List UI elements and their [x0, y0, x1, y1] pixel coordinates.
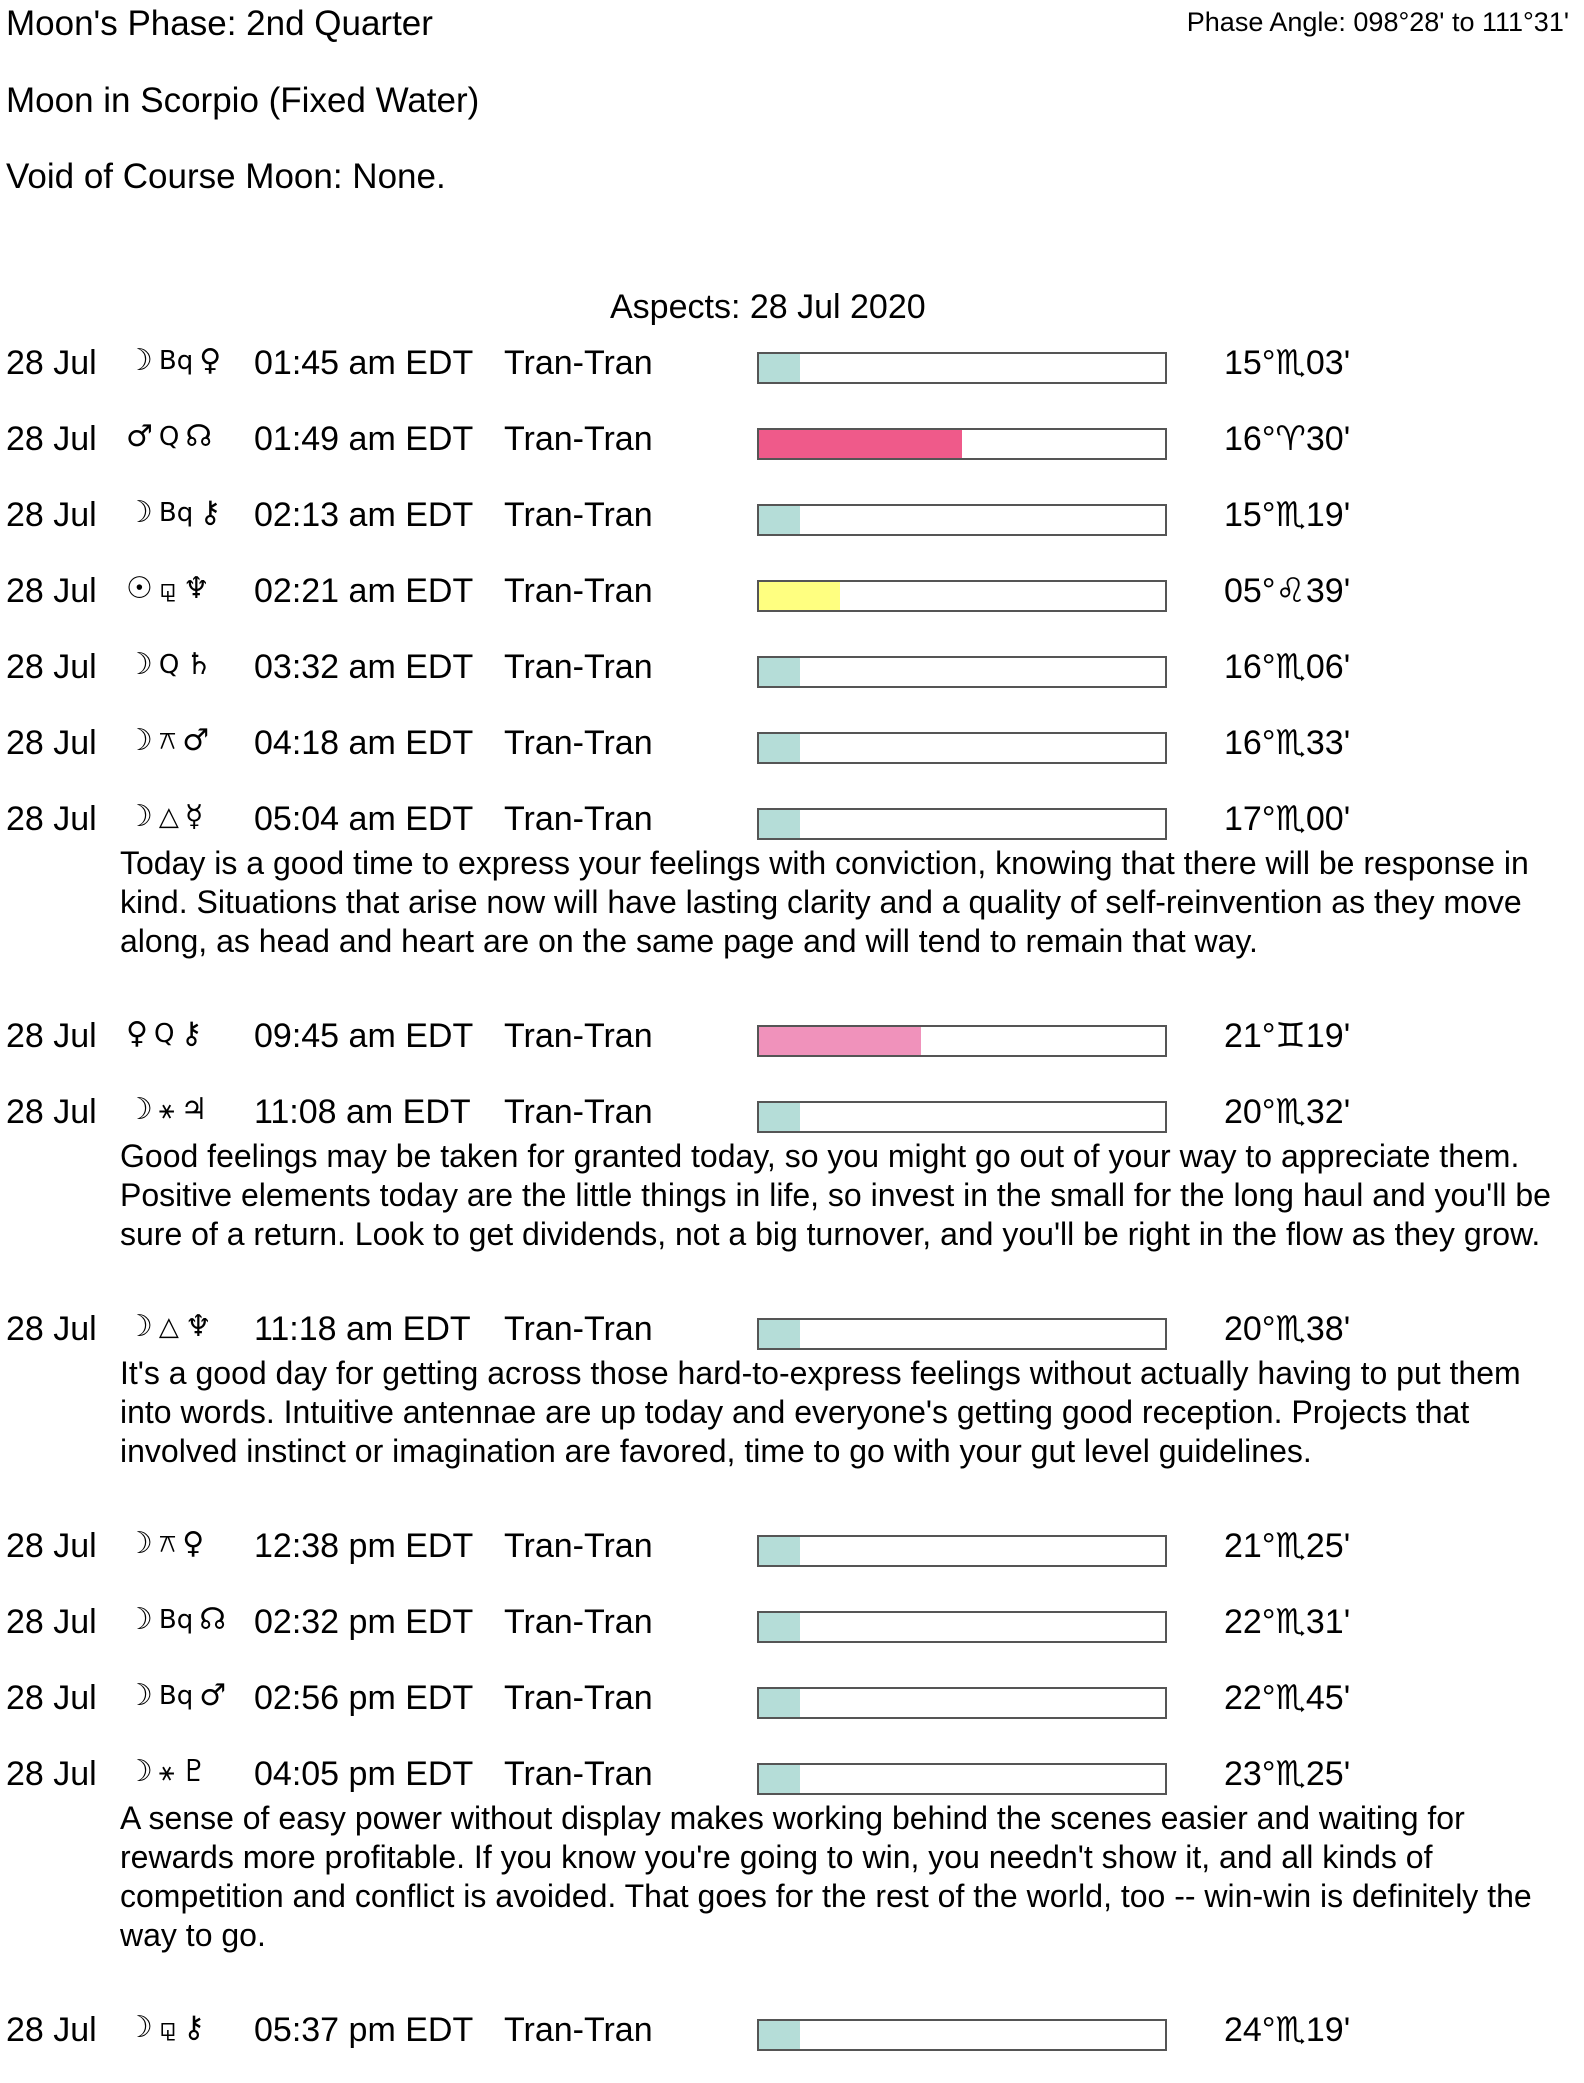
strength-bar-fill	[759, 1765, 800, 1793]
strength-bar-fill	[759, 1103, 800, 1131]
aspect-glyph-icon: ⚼	[158, 574, 177, 604]
aspect-date: 28 Jul	[6, 1603, 97, 1641]
aspect-time: 05:04 am EDT	[254, 800, 474, 838]
planet1-glyph-icon: ☽	[126, 1092, 153, 1127]
aspect-row	[0, 1523, 1584, 1599]
planet2-glyph-icon: ♄	[185, 647, 213, 682]
strength-bar	[757, 2019, 1167, 2051]
strength-bar	[757, 1025, 1167, 1057]
strength-bar-fill	[759, 354, 800, 382]
aspect-row	[0, 1599, 1584, 1675]
aspect-date: 28 Jul	[6, 1755, 97, 1793]
planet2-glyph-icon: ⚷	[182, 2010, 205, 2045]
aspects-title: Aspects: 28 Jul 2020	[610, 288, 926, 326]
planet1-glyph-icon: ☽	[126, 343, 153, 378]
planet2-glyph-icon: ♀	[182, 1526, 205, 1561]
aspect-row	[0, 1675, 1584, 1751]
aspect-time: 02:21 am EDT	[254, 572, 474, 610]
strength-bar	[757, 1763, 1167, 1795]
strength-bar-fill	[759, 1537, 800, 1565]
phase-angle: Phase Angle: 098°28' to 111°31'	[1186, 7, 1569, 37]
aspect-row	[0, 1751, 1584, 1827]
aspect-row	[0, 416, 1584, 492]
moon-sign: Moon in Scorpio (Fixed Water)	[6, 81, 480, 120]
aspect-symbols	[126, 343, 246, 378]
aspect-glyph-icon: Q	[153, 1019, 175, 1049]
aspect-type: Tran-Tran	[504, 420, 653, 458]
aspect-time: 01:49 am EDT	[254, 420, 474, 458]
aspect-position: 15°♏19'	[1224, 496, 1351, 534]
aspect-date: 28 Jul	[6, 1310, 97, 1348]
aspect-type: Tran-Tran	[504, 648, 653, 686]
planet2-glyph-icon: ♀	[199, 343, 222, 378]
aspect-symbols	[126, 647, 246, 682]
aspect-row	[0, 1089, 1584, 1165]
strength-bar	[757, 1611, 1167, 1643]
aspect-glyph-icon: Bq	[158, 498, 194, 528]
aspect-symbols	[126, 2010, 246, 2045]
aspect-position: 22°♏45'	[1224, 1679, 1351, 1717]
aspect-symbols	[126, 1678, 246, 1713]
aspect-row	[0, 492, 1584, 568]
aspect-type: Tran-Tran	[504, 496, 653, 534]
aspect-position: 21°♏25'	[1224, 1527, 1351, 1565]
planet2-glyph-icon: ♇	[180, 1754, 208, 1789]
strength-bar-fill	[759, 2021, 800, 2049]
aspect-date: 28 Jul	[6, 1093, 97, 1131]
aspect-type: Tran-Tran	[504, 1017, 653, 1055]
strength-bar-fill	[759, 1320, 800, 1348]
aspect-type: Tran-Tran	[504, 344, 653, 382]
aspect-time: 01:45 am EDT	[254, 344, 474, 382]
aspect-description: A sense of easy power without display makes working behind the scenes easier and waiting for rewards more profitable. If you know you're going to win, you needn't show it, and all kinds of competition and conflict is avoided. That goes for the rest of the world, too -- win-win is definitely the way to go.	[120, 1800, 1532, 1953]
strength-bar	[757, 1535, 1167, 1567]
aspect-time: 02:56 pm EDT	[254, 1679, 474, 1717]
aspect-glyph-icon: ⚹	[158, 1757, 175, 1787]
strength-bar	[757, 656, 1167, 688]
aspect-time: 05:37 pm EDT	[254, 2011, 474, 2049]
aspect-symbols	[126, 799, 246, 834]
aspect-symbols	[126, 1016, 246, 1051]
aspect-symbols	[126, 1754, 246, 1789]
aspect-type: Tran-Tran	[504, 1603, 653, 1641]
aspect-description: Today is a good time to express your feelings with conviction, knowing that there will be response in kind. Situations that arise now will have lasting clarity and a quality of self-reinvention as they move along, as head and heart are on the same page and will tend to remain that way.	[120, 845, 1529, 959]
strength-bar	[757, 428, 1167, 460]
aspect-position: 20°♏38'	[1224, 1310, 1351, 1348]
void-of-course: Void of Course Moon: None.	[6, 157, 446, 196]
planet1-glyph-icon: ☽	[126, 495, 153, 530]
aspect-time: 11:08 am EDT	[254, 1093, 471, 1131]
aspect-date: 28 Jul	[6, 1679, 97, 1717]
aspect-position: 24°♏19'	[1224, 2011, 1351, 2049]
aspect-symbols	[126, 571, 246, 606]
aspect-time: 12:38 pm EDT	[254, 1527, 474, 1565]
planet1-glyph-icon: ☽	[126, 1602, 153, 1637]
aspect-position: 17°♏00'	[1224, 800, 1351, 838]
aspect-row	[0, 644, 1584, 720]
strength-bar	[757, 504, 1167, 536]
planet2-glyph-icon: ♆	[182, 571, 210, 606]
planet1-glyph-icon: ☽	[126, 1309, 153, 1344]
strength-bar	[757, 808, 1167, 840]
strength-bar-fill	[759, 430, 962, 458]
aspect-date: 28 Jul	[6, 496, 97, 534]
aspect-type: Tran-Tran	[504, 572, 653, 610]
planet1-glyph-icon: ☽	[126, 1678, 153, 1713]
planet1-glyph-icon: ♂	[126, 419, 153, 454]
aspect-date: 28 Jul	[6, 648, 97, 686]
strength-bar-fill	[759, 1027, 921, 1055]
strength-bar-fill	[759, 582, 840, 610]
aspect-time: 03:32 am EDT	[254, 648, 474, 686]
moon-phase: Moon's Phase: 2nd Quarter	[6, 4, 433, 43]
strength-bar-fill	[759, 658, 800, 686]
aspect-position: 15°♏03'	[1224, 344, 1351, 382]
aspect-time: 02:32 pm EDT	[254, 1603, 474, 1641]
planet2-glyph-icon: ♆	[184, 1309, 212, 1344]
aspect-glyph-icon: Q	[158, 650, 180, 680]
aspect-time: 04:05 pm EDT	[254, 1755, 474, 1793]
strength-bar-fill	[759, 1613, 800, 1641]
planet2-glyph-icon: ♂	[199, 1678, 227, 1713]
planet1-glyph-icon: ♀	[126, 1016, 148, 1051]
aspect-glyph-icon: △	[158, 1312, 179, 1342]
aspect-glyph-icon: ⚻	[158, 1529, 177, 1559]
aspect-row	[0, 796, 1584, 872]
strength-bar-fill	[759, 734, 800, 762]
aspect-position: 22°♏31'	[1224, 1603, 1351, 1641]
aspect-type: Tran-Tran	[504, 1093, 653, 1131]
aspect-time: 04:18 am EDT	[254, 724, 474, 762]
planet1-glyph-icon: ☉	[126, 571, 153, 606]
aspect-glyph-icon: Bq	[158, 1605, 194, 1635]
aspect-position: 20°♏32'	[1224, 1093, 1351, 1131]
strength-bar	[757, 1101, 1167, 1133]
planet1-glyph-icon: ☽	[126, 1526, 153, 1561]
planet1-glyph-icon: ☽	[126, 1754, 153, 1789]
aspect-row	[0, 1306, 1584, 1382]
strength-bar	[757, 1318, 1167, 1350]
aspect-date: 28 Jul	[6, 420, 97, 458]
aspect-position: 21°♊19'	[1224, 1017, 1351, 1055]
aspect-glyph-icon: Bq	[158, 346, 194, 376]
aspect-row	[0, 340, 1584, 416]
aspect-row	[0, 568, 1584, 644]
aspect-type: Tran-Tran	[504, 1679, 653, 1717]
aspect-description: Good feelings may be taken for granted today, so you might go out of your way to appreciate them. Positive elements today are the little things in life, so invest in the small for the long haul and you'll be sure of a return. Look to get dividends, not a big turnover, and you'll be right in the flow as they grow.	[120, 1138, 1551, 1252]
aspect-time: 09:45 am EDT	[254, 1017, 474, 1055]
aspect-glyph-icon: ⚻	[158, 726, 177, 756]
aspect-position: 16°♈30'	[1224, 420, 1351, 458]
planet2-glyph-icon: ♂	[182, 723, 210, 758]
planet2-glyph-icon: ⚷	[199, 495, 222, 530]
strength-bar-fill	[759, 1689, 800, 1717]
planet2-glyph-icon: ⚷	[180, 1016, 203, 1051]
aspect-symbols	[126, 1526, 246, 1561]
strength-bar-fill	[759, 506, 800, 534]
aspect-description: It's a good day for getting across those hard-to-express feelings without actually having to put them into words. Intuitive antennae are up today and everyone's getting good reception. Projects that involved instinct or imagination are favored, time to go with your gut level guidelines.	[120, 1355, 1521, 1469]
planet2-glyph-icon: ☊	[199, 1602, 226, 1637]
aspect-row	[0, 2007, 1584, 2083]
strength-bar-fill	[759, 810, 800, 838]
aspect-position: 16°♏33'	[1224, 724, 1351, 762]
aspect-type: Tran-Tran	[504, 1527, 653, 1565]
aspect-date: 28 Jul	[6, 1527, 97, 1565]
aspect-position: 16°♏06'	[1224, 648, 1351, 686]
planet1-glyph-icon: ☽	[126, 2010, 153, 2045]
aspect-date: 28 Jul	[6, 572, 97, 610]
aspect-type: Tran-Tran	[504, 1310, 653, 1348]
strength-bar	[757, 1687, 1167, 1719]
aspect-glyph-icon: △	[158, 802, 179, 832]
aspect-row	[0, 720, 1584, 796]
aspect-time: 02:13 am EDT	[254, 496, 474, 534]
aspect-date: 28 Jul	[6, 344, 97, 382]
planet2-glyph-icon: ☊	[185, 419, 213, 454]
aspect-symbols	[126, 495, 246, 530]
planet1-glyph-icon: ☽	[126, 723, 153, 758]
aspect-glyph-icon: ⚹	[158, 1095, 175, 1125]
strength-bar	[757, 732, 1167, 764]
aspect-glyph-icon: Q	[158, 422, 180, 452]
aspect-symbols	[126, 1092, 246, 1127]
aspect-symbols	[126, 1309, 246, 1344]
aspect-glyph-icon: Bq	[158, 1681, 194, 1711]
aspect-type: Tran-Tran	[504, 1755, 653, 1793]
strength-bar	[757, 580, 1167, 612]
aspect-position: 05°♌39'	[1224, 572, 1351, 610]
planet2-glyph-icon: ☿	[184, 799, 204, 834]
aspect-date: 28 Jul	[6, 724, 97, 762]
aspect-symbols	[126, 1602, 246, 1637]
strength-bar	[757, 352, 1167, 384]
aspect-type: Tran-Tran	[504, 800, 653, 838]
aspect-row	[0, 1013, 1584, 1089]
aspect-symbols	[126, 419, 246, 454]
aspect-type: Tran-Tran	[504, 724, 653, 762]
aspect-symbols	[126, 723, 246, 758]
planet1-glyph-icon: ☽	[126, 799, 153, 834]
planet2-glyph-icon: ♃	[180, 1092, 208, 1127]
aspect-time: 11:18 am EDT	[254, 1310, 471, 1348]
aspect-position: 23°♏25'	[1224, 1755, 1351, 1793]
aspect-date: 28 Jul	[6, 2011, 97, 2049]
aspect-type: Tran-Tran	[504, 2011, 653, 2049]
aspect-list	[0, 340, 1584, 2083]
aspect-date: 28 Jul	[6, 1017, 97, 1055]
aspect-date: 28 Jul	[6, 800, 97, 838]
planet1-glyph-icon: ☽	[126, 647, 153, 682]
aspect-glyph-icon: ⚼	[158, 2013, 177, 2043]
